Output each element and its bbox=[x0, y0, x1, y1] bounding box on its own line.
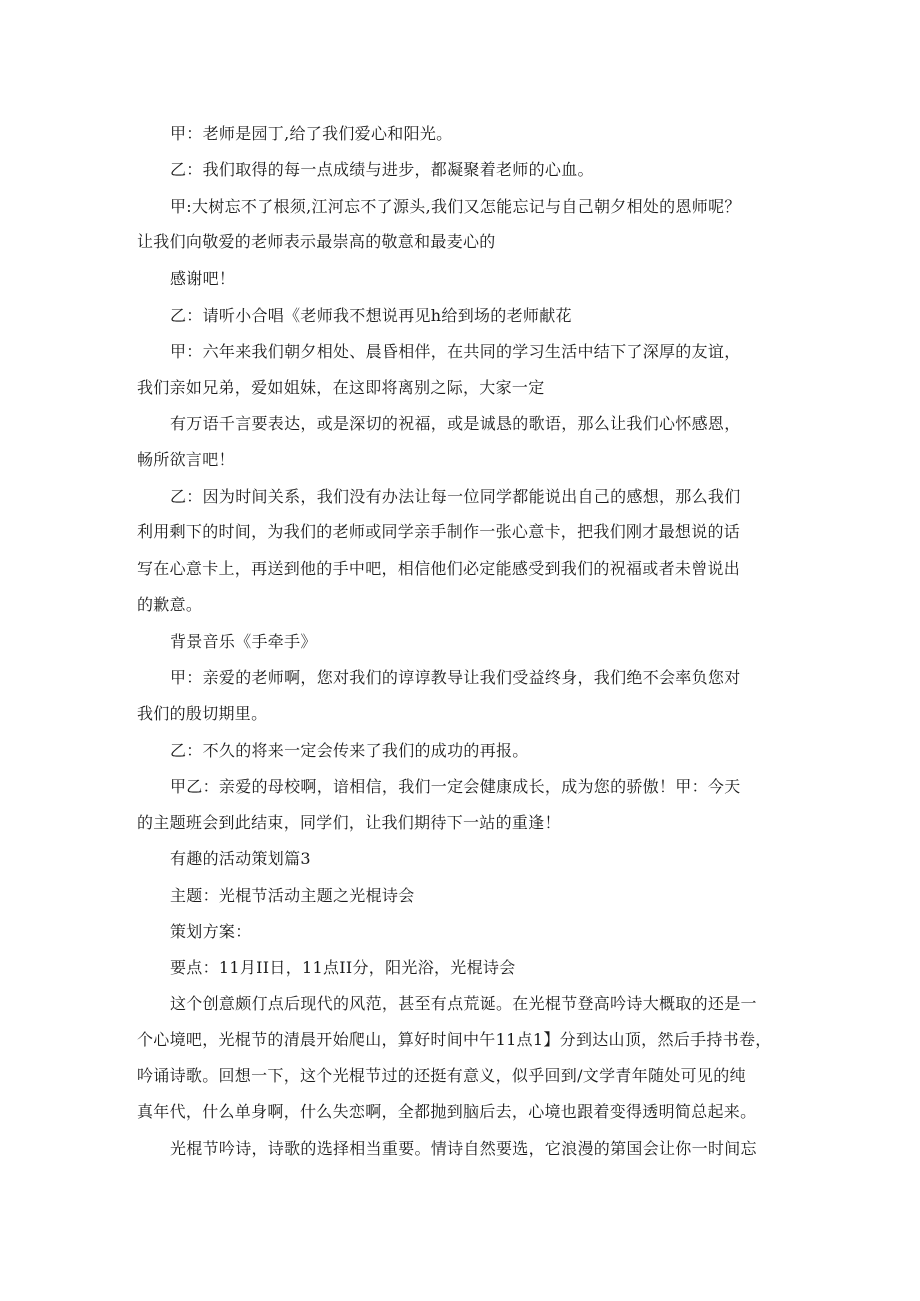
text-line: 让我们向敬爱的老师表示最崇高的敬意和最麦心的 bbox=[137, 232, 496, 251]
section-heading: 有趣的活动策划篇3 bbox=[170, 849, 311, 868]
text-line: 真年代，什么单身啊，什么失恋啊，全都抛到脑后去，心境也跟着变得透明简总起来。 bbox=[137, 1102, 757, 1121]
text-line: 甲：亲爱的老师啊，您对我们的谆谆教导让我们受益终身，我们绝不会率负您对 bbox=[170, 668, 741, 687]
text-line: 光棍节吟诗，诗歌的选择相当重要。情诗自然要选，它浪漫的第国会让你一时间忘 bbox=[170, 1139, 757, 1158]
text-line: 吟诵诗歌。回想一下，这个光棍节过的还挺有意义，似乎回到/文学青年随处可见的纯 bbox=[137, 1066, 746, 1085]
text-line: 这个创意颇仃点后现代的风范，甚至有点荒诞。在光棍节登高吟诗大概取的还是一 bbox=[170, 994, 757, 1013]
text-line: 有万语千言要表达，或是深切的祝福，或是诚恳的歌语，那么让我们心怀感恩， bbox=[170, 414, 741, 433]
text-line: 要点：11月II日，11点II分，阳光浴，光棍诗会 bbox=[170, 958, 516, 977]
text-line: 乙：我们取得的每一点成绩与进步，都凝聚着老师的心血。 bbox=[170, 160, 594, 179]
text-line: 乙：因为时间关系，我们没有办法让每一位同学都能说出自己的感想，那么我们 bbox=[170, 487, 741, 506]
text-line: 甲：老师是园丁,给了我们爱心和阳光。 bbox=[170, 124, 453, 143]
text-line: 乙：请听小合唱《老师我不想说再见h给到场的老师献花 bbox=[170, 306, 572, 325]
text-line: 乙：不久的将来一定会传来了我们的成功的再报。 bbox=[170, 741, 529, 760]
text-line: 利用剩下的时间，为我们的老师或同学亲手制作一张心意卡，把我们刚才最想说的话 bbox=[137, 522, 741, 541]
text-line: 我们的殷切期里。 bbox=[137, 704, 268, 723]
text-line: 甲：六年来我们朝夕相处、晨昏相伴，在共同的学习生活中结下了深厚的友谊， bbox=[170, 342, 741, 361]
text-line: 甲乙：亲爱的母校啊，谙相信，我们一定会健康成长，成为您的骄傲！甲：今天 bbox=[170, 777, 741, 796]
text-line: 的主题班会到此结束，同学们，让我们期待下一站的重逢！ bbox=[137, 813, 561, 832]
text-line: 甲:大树忘不了根须,江河忘不了源头,我们又怎能忘记与自己朝夕相处的恩师呢？ bbox=[170, 197, 741, 216]
text-line: 个心境吧，光棍节的清晨开始爬山，算好时间中午11点1】分到达山顶，然后手持书卷， bbox=[137, 1030, 772, 1049]
text-line: 畅所欲言吧！ bbox=[137, 450, 235, 469]
text-line: 背景音乐《手牵手》 bbox=[170, 632, 317, 651]
text-line: 主题：光棍节活动主题之光棍诗会 bbox=[170, 886, 415, 905]
text-line: 感谢吧！ bbox=[170, 269, 236, 288]
text-line: 策划方案： bbox=[170, 922, 252, 941]
text-line: 的歉意。 bbox=[137, 595, 203, 614]
text-line: 写在心意卡上，再送到他的手中吧，相信他们必定能感受到我们的祝福或者未曾说出 bbox=[137, 559, 741, 578]
text-line: 我们亲如兄弟，爱如姐妹，在这即将离别之际，大家一定 bbox=[137, 378, 545, 397]
